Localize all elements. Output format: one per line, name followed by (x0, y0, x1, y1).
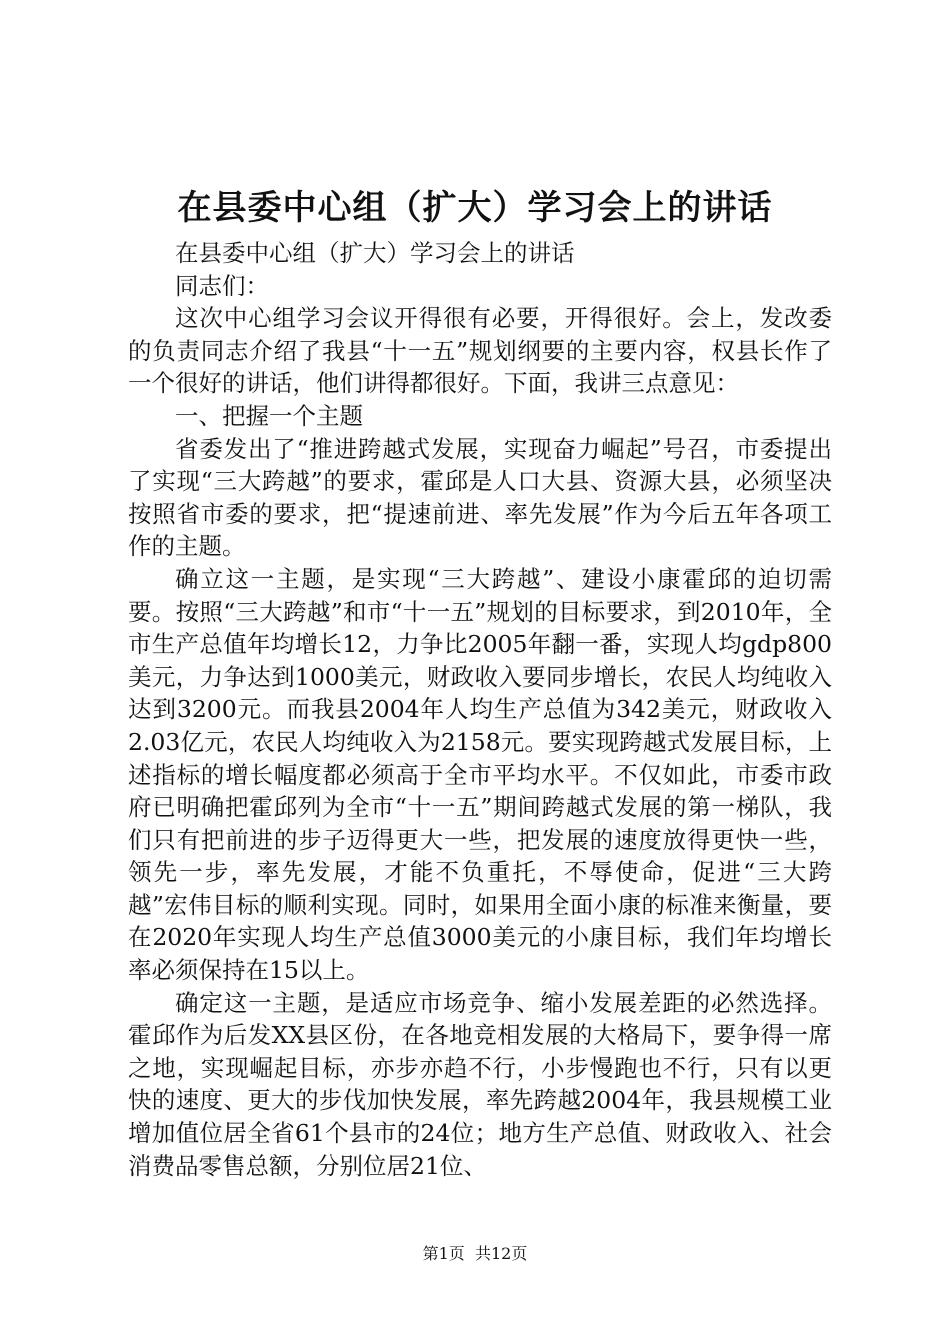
paragraph-intro: 这次中心组学习会议开得很有必要，开得很好。会上，发改委的负责同志介绍了我县“十一五”规划纲要的主要内容，权县长作了一个很好的讲话，他们讲得都很好。下面，我讲三点意见： (128, 304, 832, 398)
page-footer (0, 1244, 950, 1264)
section-heading-1: 一、把握一个主题 (175, 401, 363, 430)
document-body (128, 237, 832, 1182)
page-total: 共12页 (474, 1244, 528, 1263)
paragraph-choice: 确定这一主题，是适应市场竞争、缩小发展差距的必然选择。霍邱作为后发XX县区份，在各地竞相发展的大格局下，要争得一席之地，实现崛起目标，亦步亦趋不行，小步慢跑也不行，只有以更快的速度、更大的步伐加快发展，率先跨越2004年，我县规模工业增加值位居全省61个县市的24位；地方生产总值、财政收入、社会消费品零售总额，分别位居21位、 (128, 988, 832, 1180)
paragraph-salutation: 同志们： (175, 271, 269, 300)
paragraph-heading-repeat: 在县委中心组（扩大）学习会上的讲话 (175, 239, 575, 267)
paragraph-theme: 省委发出了“推进跨越式发展，实现奋力崛起”号召，市委提出了实现“三大跨越”的要求，霍邱是人口大县、资源大县，必须坚决按照省市委的要求，把“提速前进、率先发展”作为今后五年各项工作的主题。 (128, 434, 832, 561)
document-title: 在县委中心组（扩大）学习会上的讲话 (177, 188, 773, 228)
page-number: 第1页 (422, 1244, 465, 1263)
paragraph-need: 确立这一主题，是实现“三大跨越”、建设小康霍邱的迫切需要。按照“三大跨越”和市“十一五”规划的目标要求，到2010年，全市生产总值年均增长12，力争比2005年翻一番，实现人均gdp800美元，力争达到1000美元，财政收入要同步增长，农民人均纯收入达到3200元。而我县2004年人均生产总值为342美元，财政收入2.03亿元，农民人均纯收入为2158元。要实现跨越式发展目标，上述指标的增长幅度都必须高于全市平均水平。不仅如此，市委市政府已明确把霍邱列为全市“十一五”期间跨越式发展的第一梯队，我们只有把前进的步子迈得更大一些，把发展的速度放得更快一些，领先一步，率先发展，才能不负重托，不辱使命，促进“三大跨越”宏伟目标的顺利实现。同时，如果用全面小康的标准来衡量，要在2020年实现人均生产总值3000美元的小康目标，我们年均增长率必须保持在15以上。 (128, 564, 832, 985)
